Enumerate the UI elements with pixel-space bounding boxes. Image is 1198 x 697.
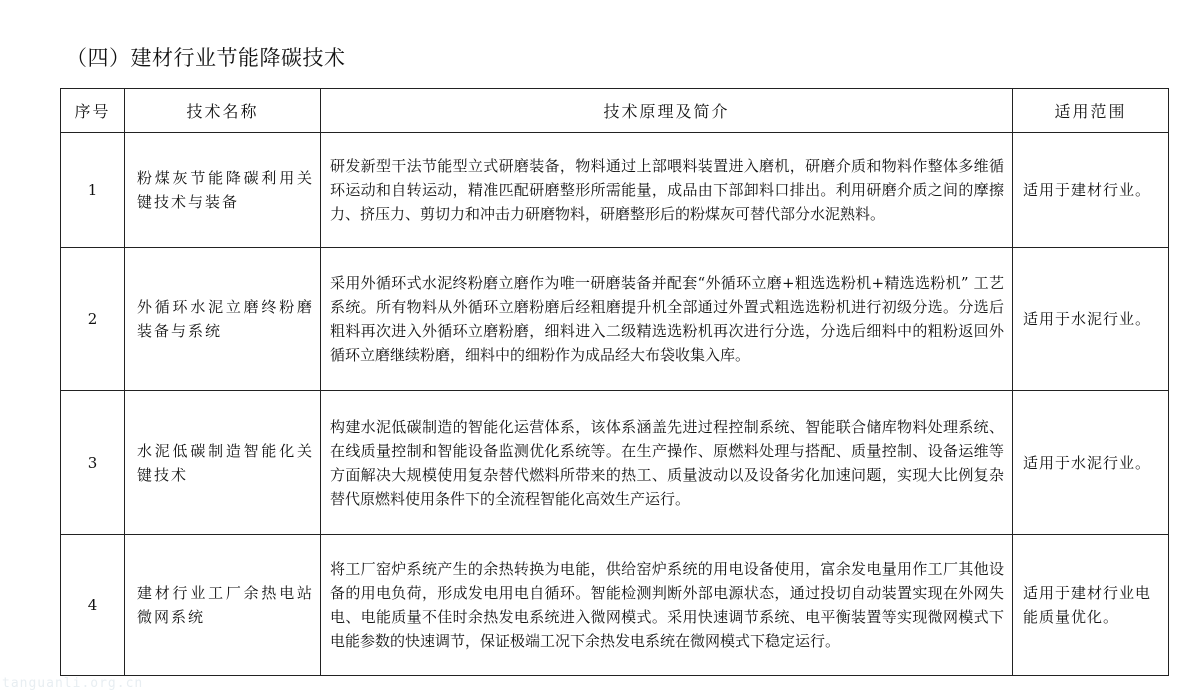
row-application-scope: 适用于水泥行业。 xyxy=(1013,248,1169,391)
header-application-scope: 适用范围 xyxy=(1013,89,1169,133)
row-serial-number: 3 xyxy=(61,391,125,535)
table-row xyxy=(61,133,1169,248)
row-description: 将工厂窑炉系统产生的余热转换为电能，供给窑炉系统的用电设备使用，富余发电量用作工厂其他设备的用电负荷，形成发电用电自循环。智能检测判断外部电源状态，通过投切自动装置实现在外网失电、电能质量不佳时余热发电系统进入微网模式。采用快速调节系统、电平衡装置等实现微网模式下电能参数的快速调节，保证极端工况下余热发电系统在微网模式下稳定运行。 xyxy=(321,535,1013,676)
technology-table xyxy=(60,88,1169,676)
row-serial-number: 2 xyxy=(61,248,125,391)
row-application-scope: 适用于建材行业电能质量优化。 xyxy=(1013,535,1169,676)
table-header-row xyxy=(61,89,1169,133)
row-technology-name: 外循环水泥立磨终粉磨装备与系统 xyxy=(125,248,321,391)
table-row xyxy=(61,248,1169,391)
table-row xyxy=(61,391,1169,535)
row-technology-name: 水泥低碳制造智能化关键技术 xyxy=(125,391,321,535)
section-title: （四）建材行业节能降碳技术 xyxy=(66,46,346,70)
row-description: 研发新型干法节能型立式研磨装备，物料通过上部喂料装置进入磨机，研磨介质和物料作整体多维循环运动和自转运动，精准匹配研磨整形所需能量，成品由下部卸料口排出。利用研磨介质之间的摩擦力、挤压力、剪切力和冲击力研磨物料，研磨整形后的粉煤灰可替代部分水泥熟料。 xyxy=(321,133,1013,248)
row-application-scope: 适用于水泥行业。 xyxy=(1013,391,1169,535)
header-technology-name: 技术名称 xyxy=(125,89,321,133)
row-description: 采用外循环式水泥终粉磨立磨作为唯一研磨装备并配套“外循环立磨+粗选选粉机+精选选粉机” 工艺系统。所有物料从外循环立磨粉磨后经粗磨提升机全部通过外置式粗选选粉机进行初级分选。分选后粗料再次进入外循环立磨粉磨，细料进入二级精选选粉机再次进行分选，分选后细料中的粗粉返回外循环立磨继续粉磨，细料中的细粉作为成品经大布袋收集入库。 xyxy=(321,248,1013,391)
row-serial-number: 4 xyxy=(61,535,125,676)
table-row xyxy=(61,535,1169,676)
row-description: 构建水泥低碳制造的智能化运营体系，该体系涵盖先进过程控制系统、智能联合储库物料处理系统、在线质量控制和智能设备监测优化系统等。在生产操作、原燃料处理与搭配、质量控制、设备运维等方面解决大规模使用复杂替代燃料所带来的热工、质量波动以及设备劣化加速问题，实现大比例复杂替代原燃料使用条件下的全流程智能化高效生产运行。 xyxy=(321,391,1013,535)
row-application-scope: 适用于建材行业。 xyxy=(1013,133,1169,248)
watermark: tanguanli.org.cn xyxy=(2,676,144,691)
header-serial-number: 序号 xyxy=(61,89,125,133)
row-technology-name: 粉煤灰节能降碳利用关键技术与装备 xyxy=(125,133,321,248)
header-principle-description: 技术原理及简介 xyxy=(321,89,1013,133)
row-technology-name: 建材行业工厂余热电站微网系统 xyxy=(125,535,321,676)
row-serial-number: 1 xyxy=(61,133,125,248)
